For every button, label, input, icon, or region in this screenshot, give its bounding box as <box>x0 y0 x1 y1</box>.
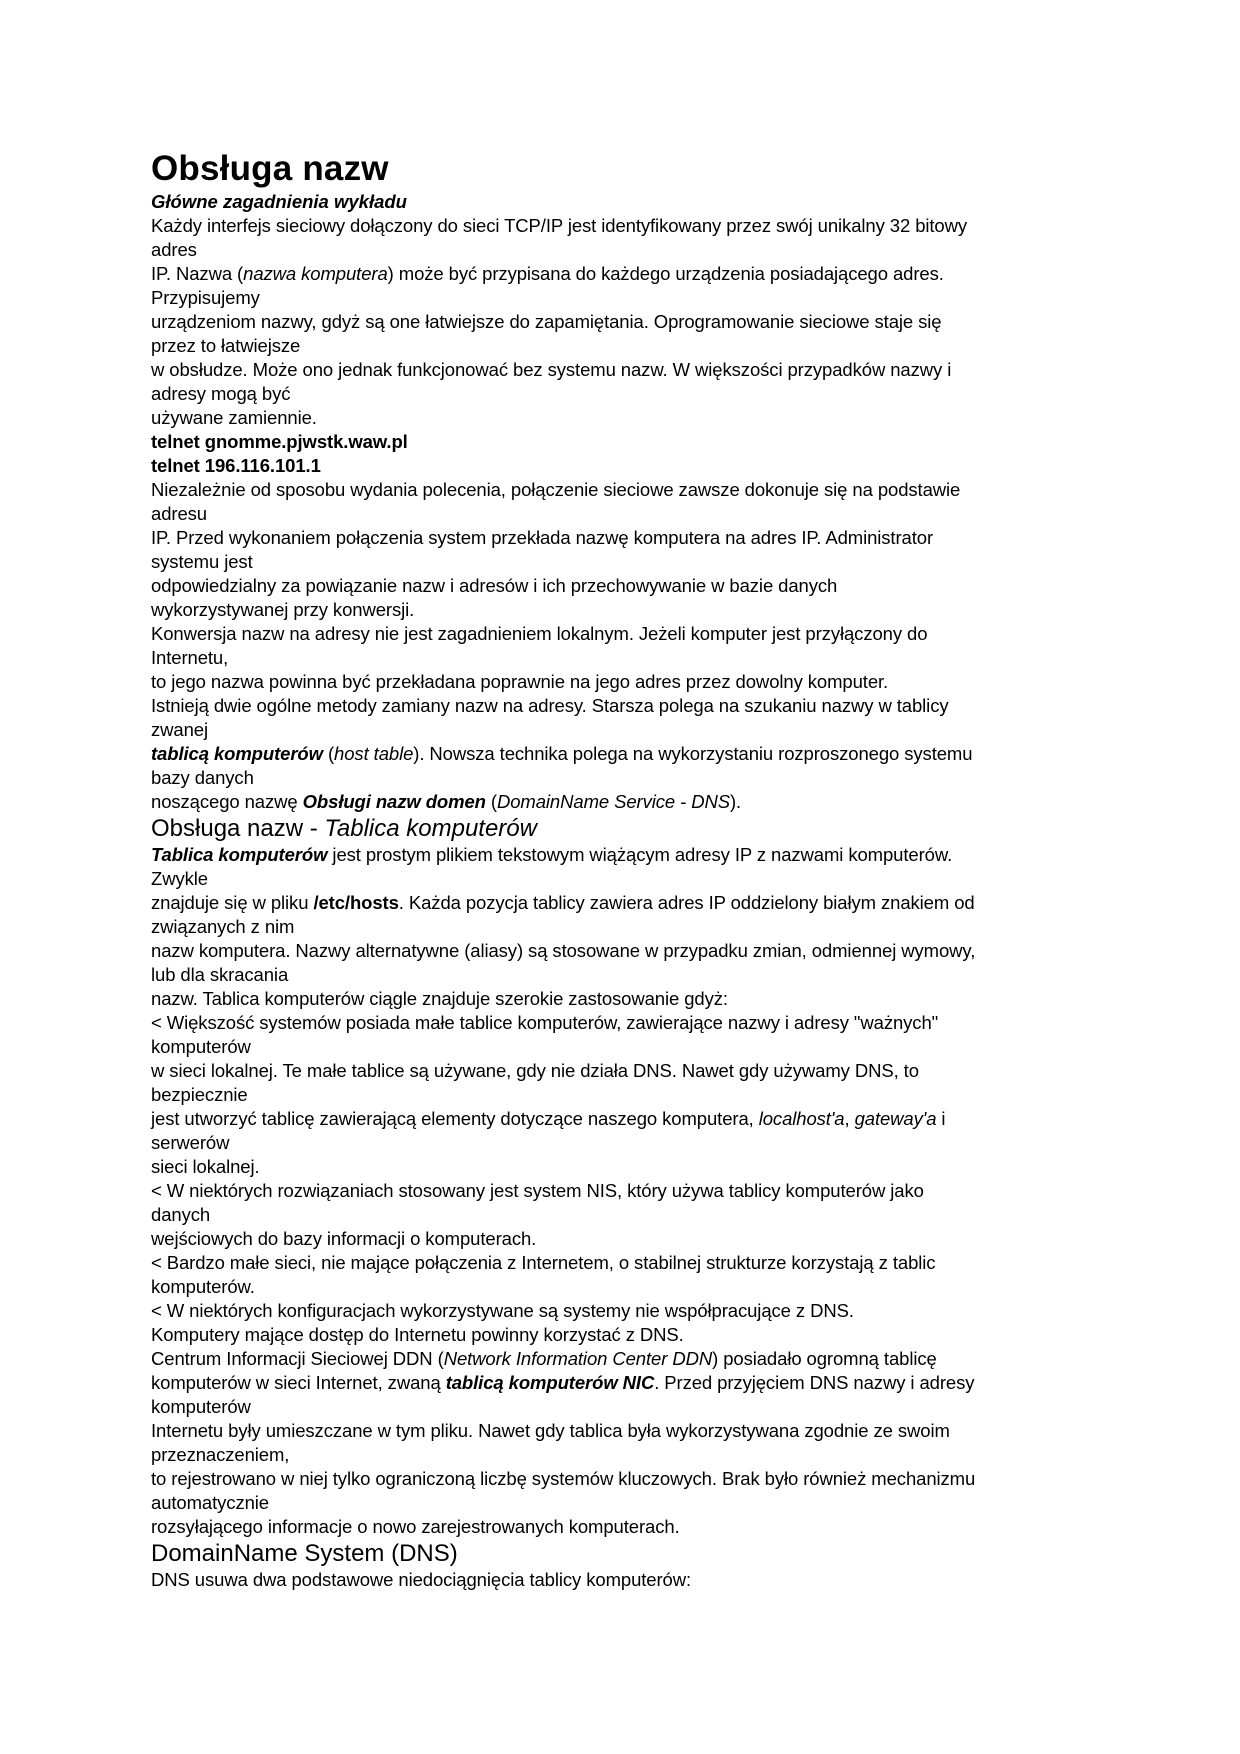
document-page <box>151 148 1101 1592</box>
text-line: danych <box>151 1204 211 1225</box>
text-line: bazy danych <box>151 767 254 788</box>
text-line: adresy mogą być <box>151 383 291 404</box>
text-line: w obsłudze. Może ono jednak funkcjonować bez systemu nazw. W większości przypadków nazwy i <box>151 359 952 380</box>
text-line: noszącego nazwę Obsługi nazw domen (DomainName Service - DNS). <box>151 791 742 812</box>
text-line: przez to łatwiejsze <box>151 335 301 356</box>
text-line: zwanej <box>151 719 208 740</box>
text-line: wejściowych do bazy informacji o komputerach. <box>151 1228 537 1249</box>
text-line: komputerów w sieci Internet, zwaną tablicą komputerów NIC. Przed przyjęciem DNS nazwy i adresy <box>151 1372 975 1393</box>
text-line: nazw komputera. Nazwy alternatywne (aliasy) są stosowane w przypadku zmian, odmiennej wymowy, <box>151 940 976 961</box>
text-line: automatycznie <box>151 1492 269 1513</box>
text-line: wykorzystywanej przy konwersji. <box>151 599 415 620</box>
page-title: Obsługa nazw <box>151 149 389 188</box>
text-line: Konwersja nazw na adresy nie jest zagadnieniem lokalnym. Jeżeli komputer jest przyłączony do <box>151 623 928 644</box>
text-line: jest utworzyć tablicę zawierającą elementy dotyczące naszego komputera, localhost'a, gateway'a i <box>151 1108 946 1129</box>
text-line: używane zamiennie. <box>151 407 317 428</box>
text-line: nazw. Tablica komputerów ciągle znajduje szerokie zastosowanie gdyż: <box>151 988 728 1009</box>
text-line: Tablica komputerów jest prostym plikiem tekstowym wiążącym adresy IP z nazwami komputerów. <box>151 844 953 865</box>
text-line: Istnieją dwie ogólne metody zamiany nazw na adresy. Starsza polega na szukaniu nazwy w tablicy <box>151 695 949 716</box>
text-line: Internetu, <box>151 647 229 668</box>
text-line: < Bardzo małe sieci, nie mające połączenia z Internetem, o stabilnej strukturze korzystają z tablic <box>151 1252 936 1273</box>
text-line: znajduje się w pliku /etc/hosts. Każda pozycja tablicy zawiera adres IP oddzielony białym znakiem od <box>151 892 975 913</box>
text-line: Komputery mające dostęp do Internetu powinny korzystać z DNS. <box>151 1324 684 1345</box>
text-line: rozsyłającego informacje o nowo zarejestrowanych komputerach. <box>151 1516 680 1537</box>
text-line: przeznaczeniem, <box>151 1444 290 1465</box>
text-line: komputerów <box>151 1036 251 1057</box>
text-line: DNS usuwa dwa podstawowe niedociągnięcia tablicy komputerów: <box>151 1569 692 1590</box>
section-heading: Obsługa nazw - Tablica komputerów <box>151 815 537 842</box>
text-line: IP. Nazwa (nazwa komputera) może być przypisana do każdego urządzenia posiadającego adres. <box>151 263 944 284</box>
text-line: Internetu były umieszczane w tym pliku. Nawet gdy tablica była wykorzystywana zgodnie ze swoim <box>151 1420 950 1441</box>
text-line: adres <box>151 239 197 260</box>
text-line: komputerów <box>151 1396 251 1417</box>
text-line: komputerów. <box>151 1276 255 1297</box>
text-line: Centrum Informacji Sieciowej DDN (Network Information Center DDN) posiadało ogromną tablicę <box>151 1348 937 1369</box>
text-line: systemu jest <box>151 551 253 572</box>
text-line: Zwykle <box>151 868 208 889</box>
text-line: sieci lokalnej. <box>151 1156 260 1177</box>
text-line: urządzeniom nazwy, gdyż są one łatwiejsze do zapamiętania. Oprogramowanie sieciowe staje się <box>151 311 942 332</box>
text-line: bezpiecznie <box>151 1084 248 1105</box>
command-line: telnet gnomme.pjwstk.waw.pl <box>151 431 408 452</box>
text-line: to jego nazwa powinna być przekładana poprawnie na jego adres przez dowolny komputer. <box>151 671 889 692</box>
text-line: lub dla skracania <box>151 964 289 985</box>
command-line: telnet 196.116.101.1 <box>151 455 321 476</box>
subtitle: Główne zagadnienia wykładu <box>151 191 407 212</box>
text-line: adresu <box>151 503 207 524</box>
text-line: < W niektórych konfiguracjach wykorzystywane są systemy nie współpracujące z DNS. <box>151 1300 854 1321</box>
text-line: Każdy interfejs sieciowy dołączony do sieci TCP/IP jest identyfikowany przez swój unikalny 32 bitowy <box>151 215 968 236</box>
text-line: w sieci lokalnej. Te małe tablice są używane, gdy nie działa DNS. Nawet gdy używamy DNS, to <box>151 1060 919 1081</box>
text-line: Niezależnie od sposobu wydania polecenia, połączenie sieciowe zawsze dokonuje się na podstawie <box>151 479 961 500</box>
text-line: związanych z nim <box>151 916 295 937</box>
text-line: serwerów <box>151 1132 230 1153</box>
text-line: odpowiedzialny za powiązanie nazw i adresów i ich przechowywanie w bazie danych <box>151 575 838 596</box>
text-line: Przypisujemy <box>151 287 260 308</box>
text-line: to rejestrowano w niej tylko ograniczoną liczbę systemów kluczowych. Brak było również mechanizmu <box>151 1468 976 1489</box>
text-line: IP. Przed wykonaniem połączenia system przekłada nazwę komputera na adres IP. Administrator <box>151 527 934 548</box>
text-line: tablicą komputerów (host table). Nowsza technika polega na wykorzystaniu rozproszonego systemu <box>151 743 973 764</box>
text-line: < W niektórych rozwiązaniach stosowany jest system NIS, który używa tablicy komputerów jako <box>151 1180 924 1201</box>
text-line: < Większość systemów posiada małe tablice komputerów, zawierające nazwy i adresy "ważnych" <box>151 1012 939 1033</box>
section-heading: DomainName System (DNS) <box>151 1540 458 1567</box>
